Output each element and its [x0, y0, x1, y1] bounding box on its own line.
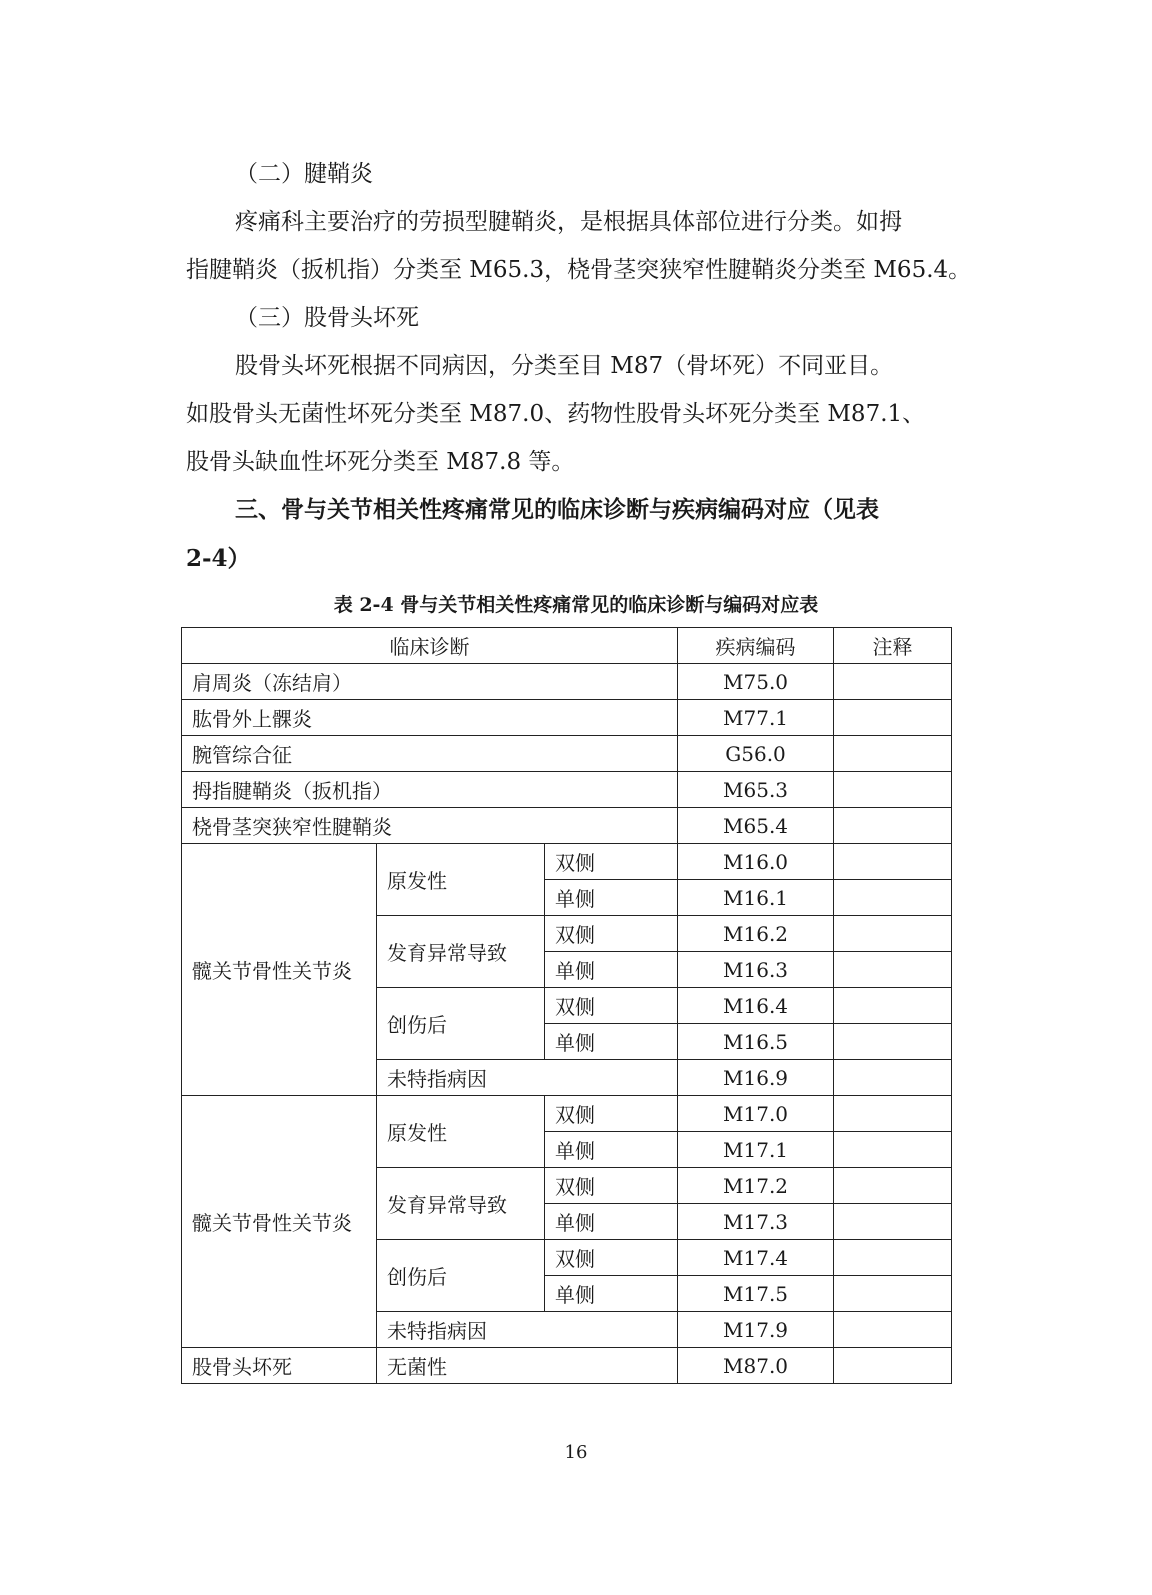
note-cell: [834, 1240, 952, 1276]
code-cell: M16.1: [678, 880, 834, 916]
side-cell: 双侧: [545, 1168, 678, 1204]
code-cell: M16.4: [678, 988, 834, 1024]
code-cell: M17.4: [678, 1240, 834, 1276]
cause-cell: 未特指病因: [377, 1060, 678, 1096]
cause-cell: 发育异常导致: [377, 1168, 545, 1240]
note-cell: [834, 988, 952, 1024]
cause-cell: 原发性: [377, 1096, 545, 1168]
diagnosis-cell: 拇指腱鞘炎（扳机指）: [182, 772, 678, 808]
code-cell: M17.2: [678, 1168, 834, 1204]
side-cell: 双侧: [545, 844, 678, 880]
heading-tendinitis: （二）腱鞘炎: [235, 161, 373, 187]
group-diagnosis-cell: 髋关节骨性关节炎: [182, 844, 377, 1096]
note-cell: [834, 1276, 952, 1312]
paragraph-necrosis-line3: 股骨头缺血性坏死分类至 M87.8 等。: [186, 449, 575, 475]
code-cell: M17.1: [678, 1132, 834, 1168]
cause-cell: 未特指病因: [377, 1312, 678, 1348]
group-diagnosis-cell: 股骨头坏死: [182, 1348, 377, 1384]
side-cell: 双侧: [545, 1240, 678, 1276]
table-row: [182, 1096, 952, 1132]
code-cell: M17.5: [678, 1276, 834, 1312]
cause-cell: 创伤后: [377, 988, 545, 1060]
table-row: [182, 1348, 952, 1384]
note-cell: [834, 1024, 952, 1060]
note-cell: [834, 1096, 952, 1132]
note-cell: [834, 1132, 952, 1168]
code-cell: M87.0: [678, 1348, 834, 1384]
code-cell: M65.3: [678, 772, 834, 808]
cause-cell: 创伤后: [377, 1240, 545, 1312]
code-cell: M75.0: [678, 664, 834, 700]
table-row: [182, 700, 952, 736]
side-cell: 单侧: [545, 1024, 678, 1060]
note-cell: [834, 1348, 952, 1384]
note-cell: [834, 1168, 952, 1204]
note-cell: [834, 844, 952, 880]
cause-cell: 原发性: [377, 844, 545, 916]
group-diagnosis-cell: 髋关节骨性关节炎: [182, 1096, 377, 1348]
header-code: 疾病编码: [678, 628, 834, 664]
note-cell: [834, 880, 952, 916]
cause-cell: 无菌性: [377, 1348, 678, 1384]
note-cell: [834, 1204, 952, 1240]
side-cell: 双侧: [545, 916, 678, 952]
diagnosis-cell: 肱骨外上髁炎: [182, 700, 678, 736]
paragraph-necrosis-line2: 如股骨头无菌性坏死分类至 M87.0、药物性股骨头坏死分类至 M87.1、: [186, 401, 926, 427]
header-note: 注释: [834, 628, 952, 664]
section-heading-line1: 三、骨与关节相关性疼痛常见的临床诊断与疾病编码对应（见表: [235, 496, 879, 523]
code-cell: M16.2: [678, 916, 834, 952]
note-cell: [834, 916, 952, 952]
note-cell: [834, 736, 952, 772]
cause-cell: 发育异常导致: [377, 916, 545, 988]
paragraph-necrosis-line1: 股骨头坏死根据不同病因，分类至目 M87（骨坏死）不同亚目。: [235, 353, 894, 379]
diagnosis-cell: 桡骨茎突狭窄性腱鞘炎: [182, 808, 678, 844]
note-cell: [834, 1060, 952, 1096]
code-cell: M16.0: [678, 844, 834, 880]
side-cell: 单侧: [545, 952, 678, 988]
code-cell: M17.9: [678, 1312, 834, 1348]
code-cell: M65.4: [678, 808, 834, 844]
table-row: [182, 736, 952, 772]
code-cell: M77.1: [678, 700, 834, 736]
paragraph-tendinitis-line2: 指腱鞘炎（扳机指）分类至 M65.3，桡骨茎突狭窄性腱鞘炎分类至 M65.4。: [186, 257, 972, 283]
side-cell: 单侧: [545, 1204, 678, 1240]
note-cell: [834, 952, 952, 988]
note-cell: [834, 808, 952, 844]
code-cell: M16.3: [678, 952, 834, 988]
diagnosis-cell: 肩周炎（冻结肩）: [182, 664, 678, 700]
side-cell: 单侧: [545, 1132, 678, 1168]
note-cell: [834, 772, 952, 808]
table-row: [182, 772, 952, 808]
code-cell: M16.9: [678, 1060, 834, 1096]
side-cell: 双侧: [545, 1096, 678, 1132]
table-row: [182, 664, 952, 700]
note-cell: [834, 700, 952, 736]
heading-femoral-necrosis: （三）股骨头坏死: [235, 305, 419, 331]
table-header-row: [182, 628, 952, 664]
table-row: [182, 844, 952, 880]
note-cell: [834, 664, 952, 700]
code-cell: M17.0: [678, 1096, 834, 1132]
header-diagnosis: 临床诊断: [182, 628, 678, 664]
code-cell: M17.3: [678, 1204, 834, 1240]
diagnosis-cell: 腕管综合征: [182, 736, 678, 772]
code-cell: M16.5: [678, 1024, 834, 1060]
side-cell: 单侧: [545, 1276, 678, 1312]
side-cell: 单侧: [545, 880, 678, 916]
page-number: 16: [564, 1442, 588, 1463]
diagnosis-code-table: [181, 627, 952, 1384]
table-row: [182, 808, 952, 844]
code-cell: G56.0: [678, 736, 834, 772]
note-cell: [834, 1312, 952, 1348]
table-caption: 表 2-4 骨与关节相关性疼痛常见的临床诊断与编码对应表: [333, 594, 819, 616]
section-heading-line2: 2-4）: [186, 545, 251, 572]
paragraph-tendinitis-line1: 疼痛科主要治疗的劳损型腱鞘炎，是根据具体部位进行分类。如拇: [235, 209, 902, 235]
side-cell: 双侧: [545, 988, 678, 1024]
